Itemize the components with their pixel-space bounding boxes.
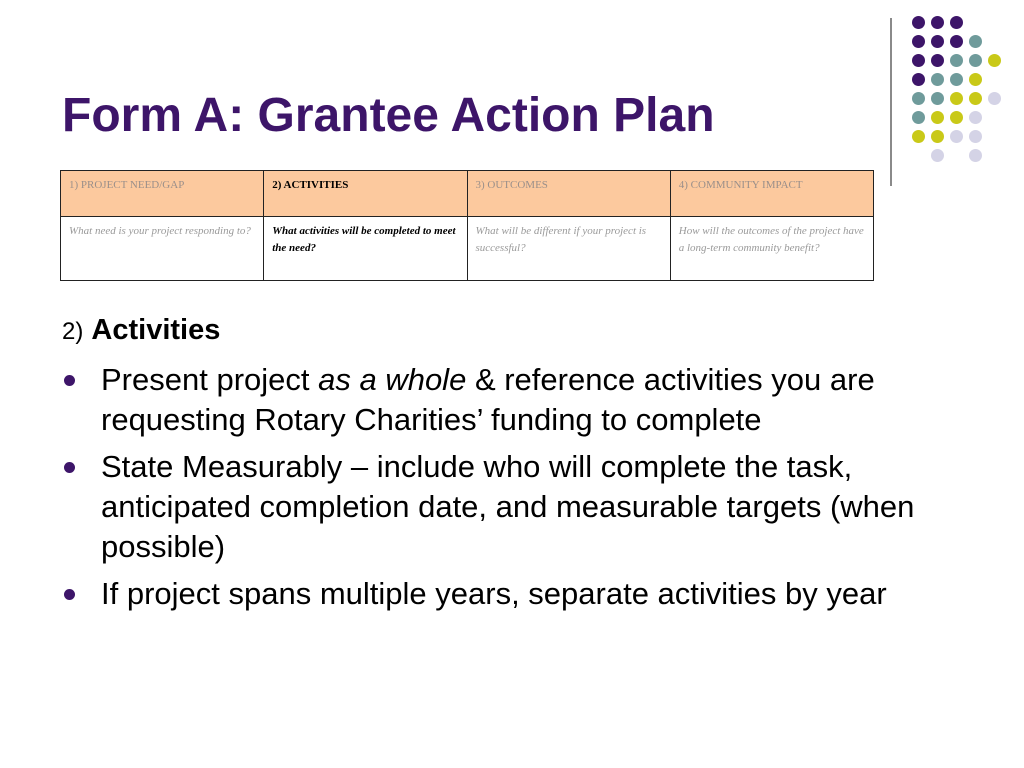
header-activities: 2) ACTIVITIES <box>264 171 467 217</box>
vertical-divider <box>890 18 892 186</box>
decor-dot <box>931 73 944 86</box>
decor-dot <box>969 111 982 124</box>
section-heading <box>62 314 220 347</box>
bullet-text: State Measurably – include who will complete the task, anticipated completion date, and measurable targets (when possible) <box>101 449 915 564</box>
decor-dot <box>912 111 925 124</box>
desc-activities: What activities will be completed to meet the need? <box>264 217 467 281</box>
decor-dot <box>950 54 963 67</box>
bullet-item <box>62 574 982 614</box>
decor-dot <box>912 73 925 86</box>
section-title: Activities <box>91 314 221 346</box>
bullet-text-emphasis: as a whole <box>318 362 467 397</box>
header-project-need: 1) PROJECT NEED/GAP <box>61 171 264 217</box>
decor-dot <box>931 111 944 124</box>
desc-community-impact: How will the outcomes of the project have a long-term community benefit? <box>670 217 873 281</box>
decor-dot <box>950 130 963 143</box>
bullet-list <box>62 360 982 621</box>
header-outcomes: 3) OUTCOMES <box>467 171 670 217</box>
decor-dot <box>931 35 944 48</box>
action-plan-table <box>60 170 874 281</box>
bullet-dot-icon <box>64 375 75 386</box>
decor-dot <box>950 35 963 48</box>
decor-dot <box>912 35 925 48</box>
decor-dot <box>969 92 982 105</box>
decor-dot <box>931 92 944 105</box>
decor-dot <box>912 16 925 29</box>
decor-dot <box>988 92 1001 105</box>
bullet-text-post: & reference activities you are requesting Rotary Charities’ funding to complete <box>101 362 875 437</box>
bullet-item <box>62 447 982 567</box>
table-description-row <box>61 217 874 281</box>
decor-dot <box>969 130 982 143</box>
bullet-text-pre: Present project <box>101 362 319 397</box>
decor-dot <box>969 73 982 86</box>
bullet-dot-icon <box>64 462 75 473</box>
bullet-dot-icon <box>64 589 75 600</box>
decor-dot <box>950 111 963 124</box>
decor-dot <box>931 54 944 67</box>
desc-project-need: What need is your project responding to? <box>61 217 264 281</box>
decor-dot <box>931 130 944 143</box>
decor-dot <box>969 54 982 67</box>
bullet-item <box>62 360 982 440</box>
decor-dot <box>931 16 944 29</box>
table-header-row <box>61 171 874 217</box>
decor-dot <box>969 35 982 48</box>
decor-dot <box>912 54 925 67</box>
desc-outcomes: What will be different if your project is successful? <box>467 217 670 281</box>
header-community-impact: 4) COMMUNITY IMPACT <box>670 171 873 217</box>
decor-dot <box>950 92 963 105</box>
decor-dot <box>912 92 925 105</box>
decor-dot <box>931 149 944 162</box>
decor-dot <box>950 73 963 86</box>
slide-title: Form A: Grantee Action Plan <box>62 89 715 142</box>
decor-dot <box>950 16 963 29</box>
decor-dot <box>969 149 982 162</box>
decor-dot <box>912 130 925 143</box>
section-number: 2) <box>62 318 84 345</box>
bullet-text: If project spans multiple years, separate activities by year <box>101 576 887 611</box>
decor-dot <box>988 54 1001 67</box>
